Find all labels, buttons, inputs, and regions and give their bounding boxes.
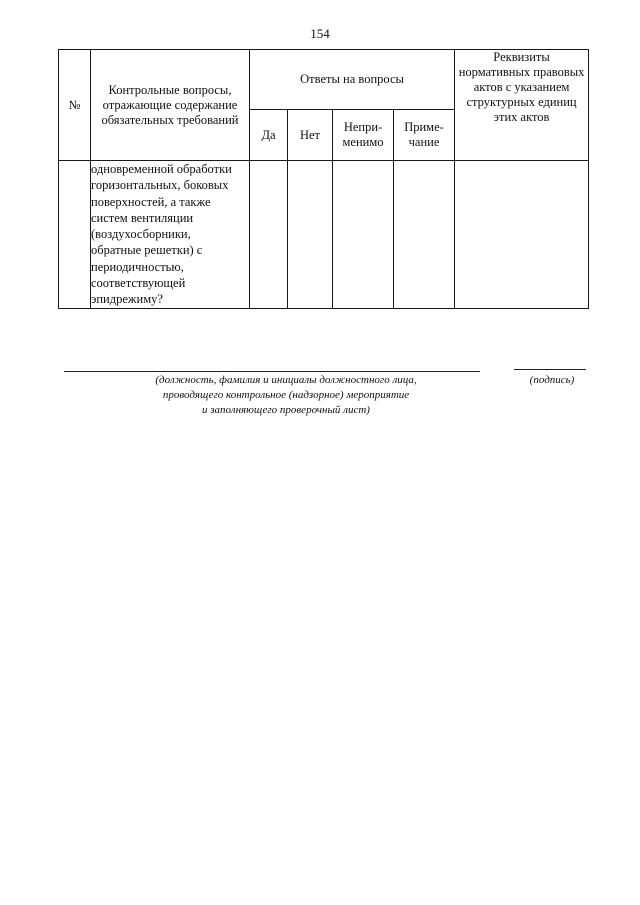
- header-answers: Ответы на вопросы: [250, 50, 455, 110]
- header-yes: Да: [250, 110, 288, 161]
- official-signature-line[interactable]: [64, 371, 480, 372]
- row-note-cell[interactable]: [394, 161, 455, 309]
- signature-caption: (подпись): [529, 374, 575, 386]
- row-yes-cell[interactable]: [250, 161, 288, 309]
- table-header-row: [59, 50, 589, 110]
- header-no: Нет: [288, 110, 333, 161]
- page-number: 154: [310, 26, 330, 41]
- checklist-table: [58, 49, 589, 309]
- header-number: №: [59, 50, 91, 161]
- header-requisites: Реквизиты нормативных правовых актов с указанием структурных единиц этих актов: [455, 50, 589, 161]
- row-no-cell[interactable]: [288, 161, 333, 309]
- row-number-cell: [59, 161, 91, 309]
- row-question-cell: одновременной обработки горизонтальных, боковых поверхностей, а также систем вентиляции (воздухосборники, обратные решетки) с периодичностью, соответствующей эпидрежиму?: [91, 161, 250, 309]
- header-note: Приме- чание: [394, 110, 455, 161]
- signature-line[interactable]: [514, 369, 586, 370]
- table-row: [59, 161, 589, 309]
- row-requisites-cell[interactable]: [455, 161, 589, 309]
- row-not-applicable-cell[interactable]: [333, 161, 394, 309]
- header-question: Контрольные вопросы, отражающие содержание обязательных требований: [91, 50, 250, 161]
- header-not-applicable: Непри- менимо: [333, 110, 394, 161]
- official-caption: (должность, фамилия и инициалы должностного лица, проводящего контрольное (надзорное) мероприятие и заполняющего проверочный лист): [155, 374, 417, 416]
